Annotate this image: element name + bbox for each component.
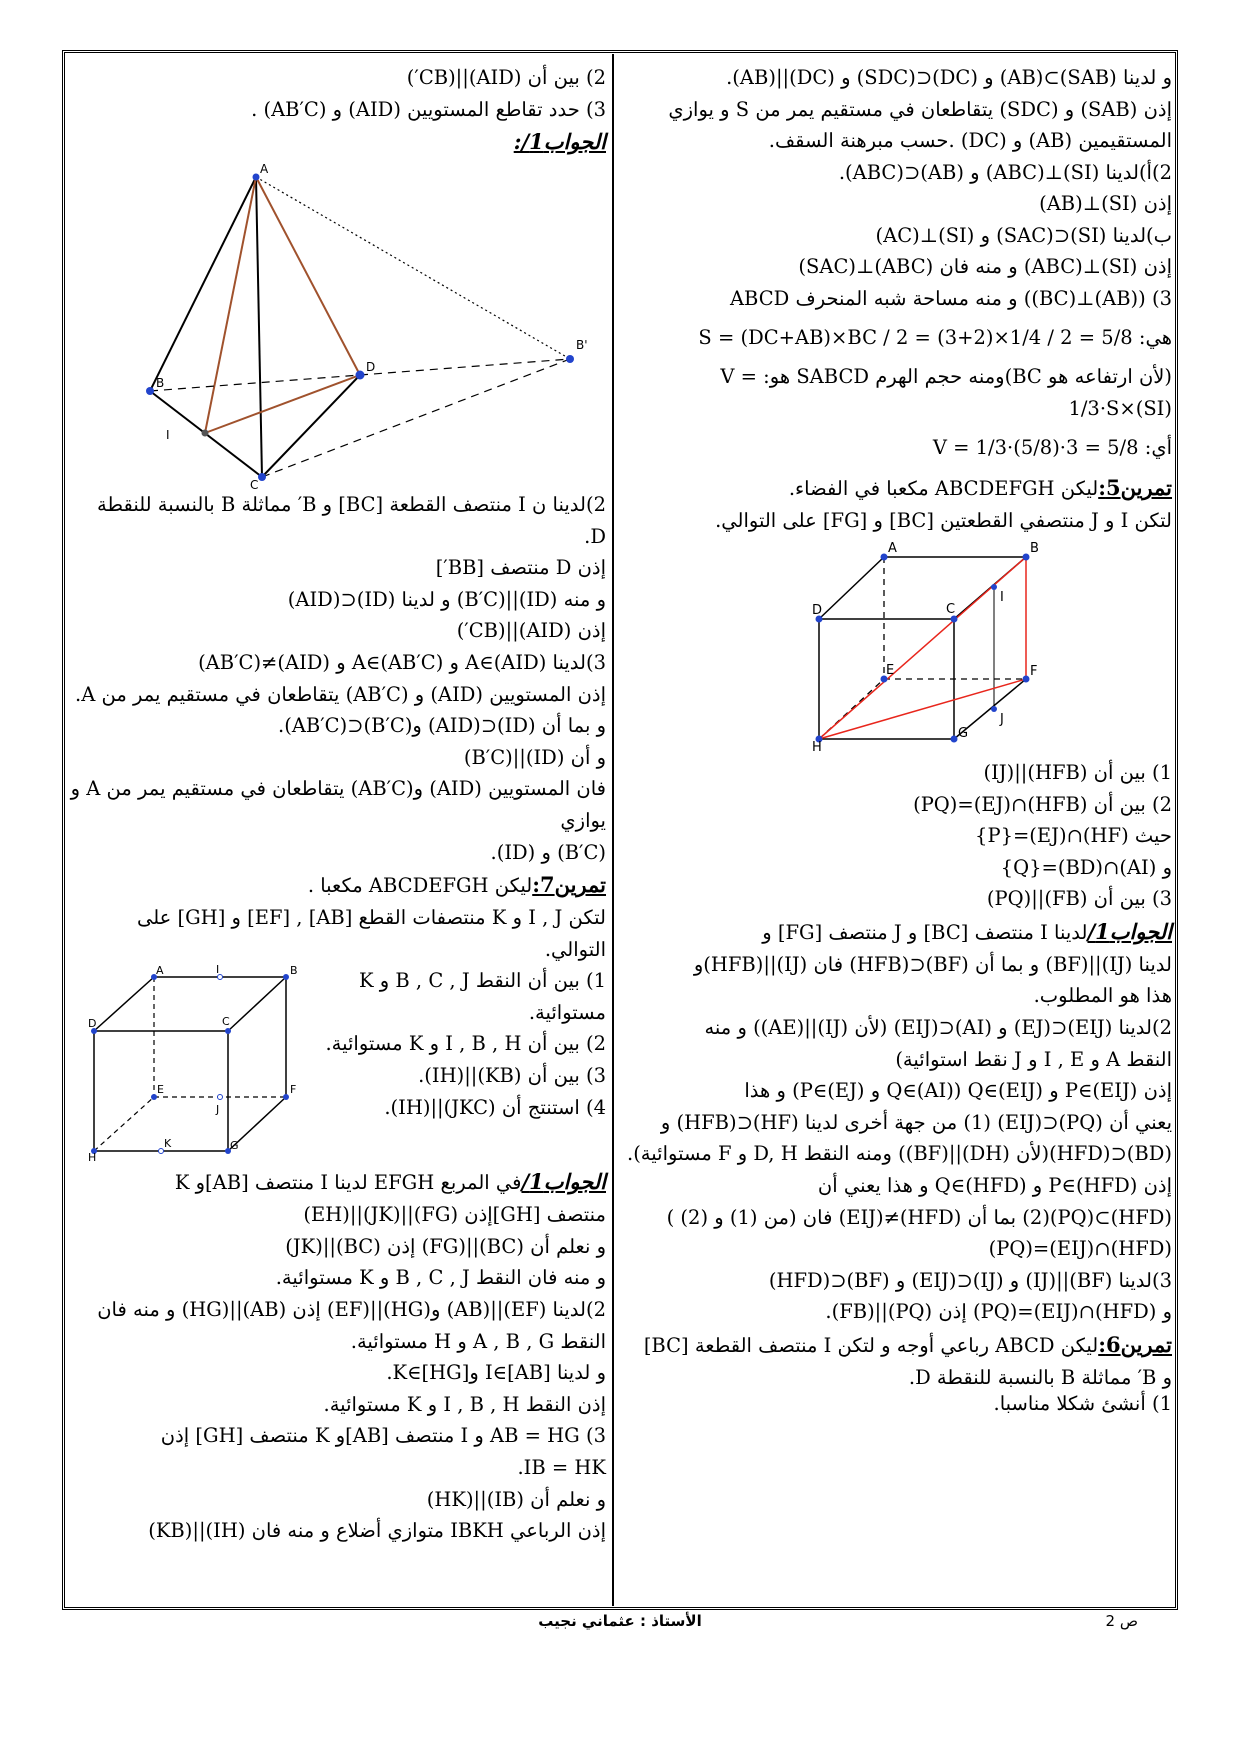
label-d: D	[366, 360, 376, 375]
text-line: إذن D منتصف [BB′]	[435, 556, 606, 580]
question-line: 1) بين أن (HFB)||(IJ)	[983, 760, 1172, 784]
left-column	[70, 62, 606, 1547]
tetrahedron-figure	[70, 159, 606, 489]
label-a: A	[888, 540, 897, 556]
label-h: H	[812, 739, 822, 755]
text-line: ب)لدينا (SI)⊂(SAC) و (SI)⊥(AC)	[875, 223, 1172, 247]
point-a	[253, 174, 260, 181]
label-e: E	[886, 662, 895, 678]
text-line: 3)لدينا A∈(AID) و A∈(AB′C) و (AID)≠(AB′C)	[198, 651, 606, 675]
text-line: 2)لدينا (EF)||(AB) و(HG)||(EF) إذن (AB)||(HG) و منه فان	[97, 1298, 606, 1322]
question-line: 4) استنتج أن (JKC)||(IH).	[384, 1095, 606, 1119]
point-f	[1023, 675, 1030, 682]
label-h: H	[88, 1151, 97, 1165]
text-line: إذن (SI)⊥(ABC) و منه فان (ABC)⊥(SAC)	[798, 255, 1172, 279]
edge-cb	[228, 977, 286, 1031]
question-line: 2) بين أن I , B , H و K مستوائية.	[325, 1032, 606, 1056]
question-line: 3) بين أن (FB)||(PQ)	[986, 887, 1172, 911]
point-k	[159, 1149, 164, 1154]
text-line: و منه (ID)||(B′C) و لدينا (ID)⊂(AID)	[287, 587, 606, 611]
cube-5-svg	[624, 537, 1172, 757]
text-line: و بما أن (ID)⊂(AID) و(B′C)⊂(AB′C).	[278, 714, 606, 738]
answer-6-title: الجواب1/:	[513, 129, 606, 155]
text-line: إذن النقط I , B , H و K مستوائية.	[323, 1392, 606, 1416]
edge-ad	[256, 177, 360, 375]
text-line: النقط A , B , G و H مستوائية.	[350, 1329, 606, 1353]
label-c: C	[946, 601, 956, 617]
teacher-name: الأستاذ : عثماني نجيب	[538, 1612, 702, 1630]
label-k: K	[164, 1137, 172, 1151]
point-b	[1023, 553, 1030, 560]
text-line: 2)لدينا (EIJ)⊂(EJ) و (AI)⊂(EIJ) (لأن (IJ)||(AE)) و منه	[704, 1016, 1172, 1040]
point-b-prime	[566, 355, 574, 363]
text-line: إذن (AID)||(CB′)	[456, 619, 606, 643]
text-line: لتكن I , J و K منتصفات القطع [AB] , [EF] و [GH] على التوالي.	[136, 906, 606, 961]
label-f: F	[1030, 663, 1038, 679]
text-line: و لدينا I∈[AB] وK∈[HG].	[386, 1361, 606, 1385]
text-line: المستقيمين (AB) و (DC) .حسب مبرهنة السقف.	[768, 129, 1172, 153]
point-i	[202, 430, 209, 437]
text-line: فان المستويين (AID) و(AB′C) يتقاطعان في مستقيم يمر من A و يوازي	[70, 777, 606, 832]
label-c: C	[250, 478, 259, 490]
text-line: و B′ مماثلة B بالنسبة للنقطة D.	[908, 1365, 1172, 1389]
text-line: (B′C) و (ID).	[490, 840, 606, 864]
label-j: J	[1000, 711, 1004, 727]
label-d: D	[88, 1017, 97, 1031]
exercise-5-line	[624, 471, 1172, 505]
text-line: IB = HK.	[517, 1455, 606, 1479]
text-line: 2)أ)لدينا (SI)⊥(ABC) و (AB)⊂(ABC).	[838, 160, 1172, 184]
text-line: و لدينا (SAB)⊃(AB) و (DC)⊂(SDC) و (DC)||(AB).	[726, 66, 1172, 89]
answer-7-line	[70, 1165, 606, 1199]
text-line: (HFD)⊃(PQ)(2) بما أن (HFD)≠(EIJ) فان (من (1) و (2) )	[666, 1205, 1172, 1229]
text-line: منتصف [GH]إذن (FG)||(JK)||(EH)	[303, 1203, 606, 1227]
point-g	[951, 735, 958, 742]
label-f: F	[290, 1083, 297, 1097]
column-divider	[612, 54, 614, 1606]
text-line: لدينا (IJ)||(BF) و بما أن (BF)⊂(HFB) فان (IJ)||(HFB)و	[693, 952, 1172, 976]
label-e: E	[157, 1083, 164, 1097]
question-line: 2) بين أن (HFB)∩(EJ)=(PQ)	[913, 792, 1172, 816]
text-line: 3) ((AB)⊥(BC)) و منه مساحة شبه المنحرف ABCD	[729, 287, 1172, 311]
label-a: A	[156, 965, 164, 978]
text-line: إذن (SI)⊥(AB)	[1039, 192, 1172, 216]
label-a: A	[260, 162, 269, 177]
text-line: إذن P∈(HFD) و Q∈(HFD) و هذا يعني أن	[817, 1173, 1172, 1197]
label-i: I	[1000, 589, 1004, 605]
label-i: I	[166, 428, 170, 443]
exercise-5-title: تمرين5:	[1098, 475, 1172, 501]
question-line: 3) حدد تقاطع المستويين (AID) و (AB′C) .	[251, 97, 606, 121]
text-line: ليكن ABCDEFGH مكعبا .	[307, 874, 533, 898]
exercise-7-line	[70, 868, 606, 902]
text-line: ليكن ABCDEFGH مكعبا في الفضاء.	[788, 477, 1099, 501]
edge-he	[94, 1097, 154, 1151]
point-j	[991, 706, 997, 712]
text-line: إذن المستويين (AID) و (AB′C) يتقاطعان في مستقيم يمر من A.	[75, 682, 606, 706]
text-line: إذن الرباعي IBKH متوازي أضلاع و منه فان (IH)||(KB)	[148, 1519, 606, 1543]
answer-5-title: الجواب1/	[1087, 918, 1172, 944]
text-line: و (HFD)∩(EIJ)=(PQ) إذن (PQ)||(FB).	[825, 1300, 1172, 1324]
text-line: النقط A و I , E و J نقط استوائية)	[895, 1047, 1172, 1071]
exercise-6-line	[624, 1328, 1172, 1362]
segment-db-prime	[360, 359, 570, 375]
cube-7-svg	[70, 965, 306, 1165]
cube-figure-5	[624, 537, 1172, 757]
label-g: G	[958, 725, 969, 741]
question-line: 3) بين أن (KB)||(IH).	[418, 1064, 606, 1088]
text-line: 1) أنشئ شكلا مناسبا.	[993, 1392, 1172, 1416]
point-c	[225, 1028, 231, 1034]
point-d	[356, 371, 365, 380]
edge-bd	[150, 375, 360, 391]
label-b-prime: B'	[576, 338, 588, 353]
label-i: I	[216, 965, 220, 977]
answer-5-line	[624, 915, 1172, 949]
edge-ab	[150, 177, 256, 391]
text-line: و نعلم أن (BC)||(FG) إذن (BC)||(JK)	[285, 1234, 606, 1258]
segment-cb-prime	[262, 359, 570, 477]
segment-id	[205, 375, 360, 433]
text-line: إذن P∈(EIJ) و Q∈(EIJ) (Q∈(AI) و P∈(EJ)) و هذا	[744, 1079, 1172, 1103]
tetrahedron-svg	[70, 159, 606, 489]
volume-formula: أي: V = 1/3·(5/8)·3 = 5/8	[932, 435, 1172, 459]
text-line: 3)لدينا (BF)||(IJ) و (IJ)⊂(EIJ) و (BF)⊂(HFD)	[768, 1268, 1172, 1292]
page-footer	[62, 1612, 1178, 1642]
cube-figure-7	[70, 965, 306, 1165]
answer-7-title: الجواب1/	[521, 1169, 606, 1195]
question-line: 2) بين أن (AID)||(CB′)	[406, 66, 606, 89]
label-b: B	[156, 376, 165, 391]
text-line: (HFD)∩(EIJ)=(PQ)	[988, 1237, 1172, 1261]
text-line: 2)لدينا ن I منتصف القطعة [BC] و B′ مماثلة B بالنسبة للنقطة D.	[97, 493, 606, 548]
text-line: لتكن I و J منتصفي القطعتين [BC] و [FG] على التوالي.	[715, 509, 1172, 533]
page-number: ص 2	[1105, 1612, 1138, 1630]
text-line: إذن (SAB) و (SDC) يتقاطعان في مستقيم يمر من S و يوازي	[668, 97, 1172, 121]
point-c	[258, 473, 266, 481]
edge-cd	[262, 375, 360, 477]
point-b	[146, 387, 154, 395]
edge-ac	[256, 177, 262, 477]
exercise-6-title: تمرين6:	[1098, 1331, 1172, 1357]
text-line: و نعلم أن (IB)||(HK)	[426, 1487, 606, 1511]
question-line: و (AI)∩(BD)={Q}	[1000, 855, 1172, 879]
point-a	[881, 553, 888, 560]
label-b: B	[290, 965, 298, 978]
point-i	[991, 584, 997, 590]
label-c: C	[222, 1015, 230, 1029]
question-line: 1) بين أن النقط B , C , J و K مستوائية.	[358, 969, 606, 1024]
exercise-7-block	[70, 965, 606, 1165]
point-f	[283, 1094, 289, 1100]
segment-ai	[205, 177, 256, 433]
label-d: D	[812, 602, 823, 618]
text-line: (لأن ارتفاعه هو BC)ومنه حجم الهرم SABCD هو: V = 1/3·S×(SI)	[720, 365, 1172, 420]
edge-da	[819, 557, 884, 619]
exercise-7-title: تمرين7:	[532, 872, 606, 898]
edge-da	[94, 977, 154, 1031]
label-b: B	[1030, 540, 1039, 556]
label-g: G	[230, 1139, 239, 1153]
exercise-7-questions	[306, 965, 606, 1165]
area-formula: هي: S = (DC+AB)×BC / 2 = (3+2)×1/4 / 2 = 5/8	[698, 325, 1172, 349]
text-line: و منه فان النقط B , C , J و K مستوائية.	[275, 1266, 606, 1290]
text-line: و أن (ID)||(B′C)	[463, 745, 606, 769]
text-line: يعني أن (PQ)⊂(EIJ) (1) من جهة أخرى لدينا (HF)⊂(HFB) و	[660, 1110, 1172, 1134]
text-line: ليكن ABCD رباعي أوجه و لتكن I منتصف القطعة [BC]	[643, 1333, 1099, 1357]
label-j: J	[216, 1103, 220, 1117]
point-j	[218, 1095, 223, 1100]
text-line: 3) AB = HG و I منتصف [AB]و K منتصف [GH] إذن	[160, 1424, 606, 1448]
right-column	[624, 62, 1172, 1415]
text-line: لدينا I منتصف [BC] و J منتصف [FG] و	[762, 920, 1088, 944]
text-line: (BD)⊂(HFD)(لأن (DH)||(BF)) ومنه النقط D, H و F مستوائية).	[627, 1142, 1172, 1166]
question-line: حيث (HF)∩(EJ)={P}	[975, 824, 1172, 848]
text-line: في المربع EFGH لدينا I منتصف [AB]و K	[174, 1171, 522, 1195]
point-b	[283, 974, 289, 980]
text-line: هذا هو المطلوب.	[1033, 984, 1172, 1008]
